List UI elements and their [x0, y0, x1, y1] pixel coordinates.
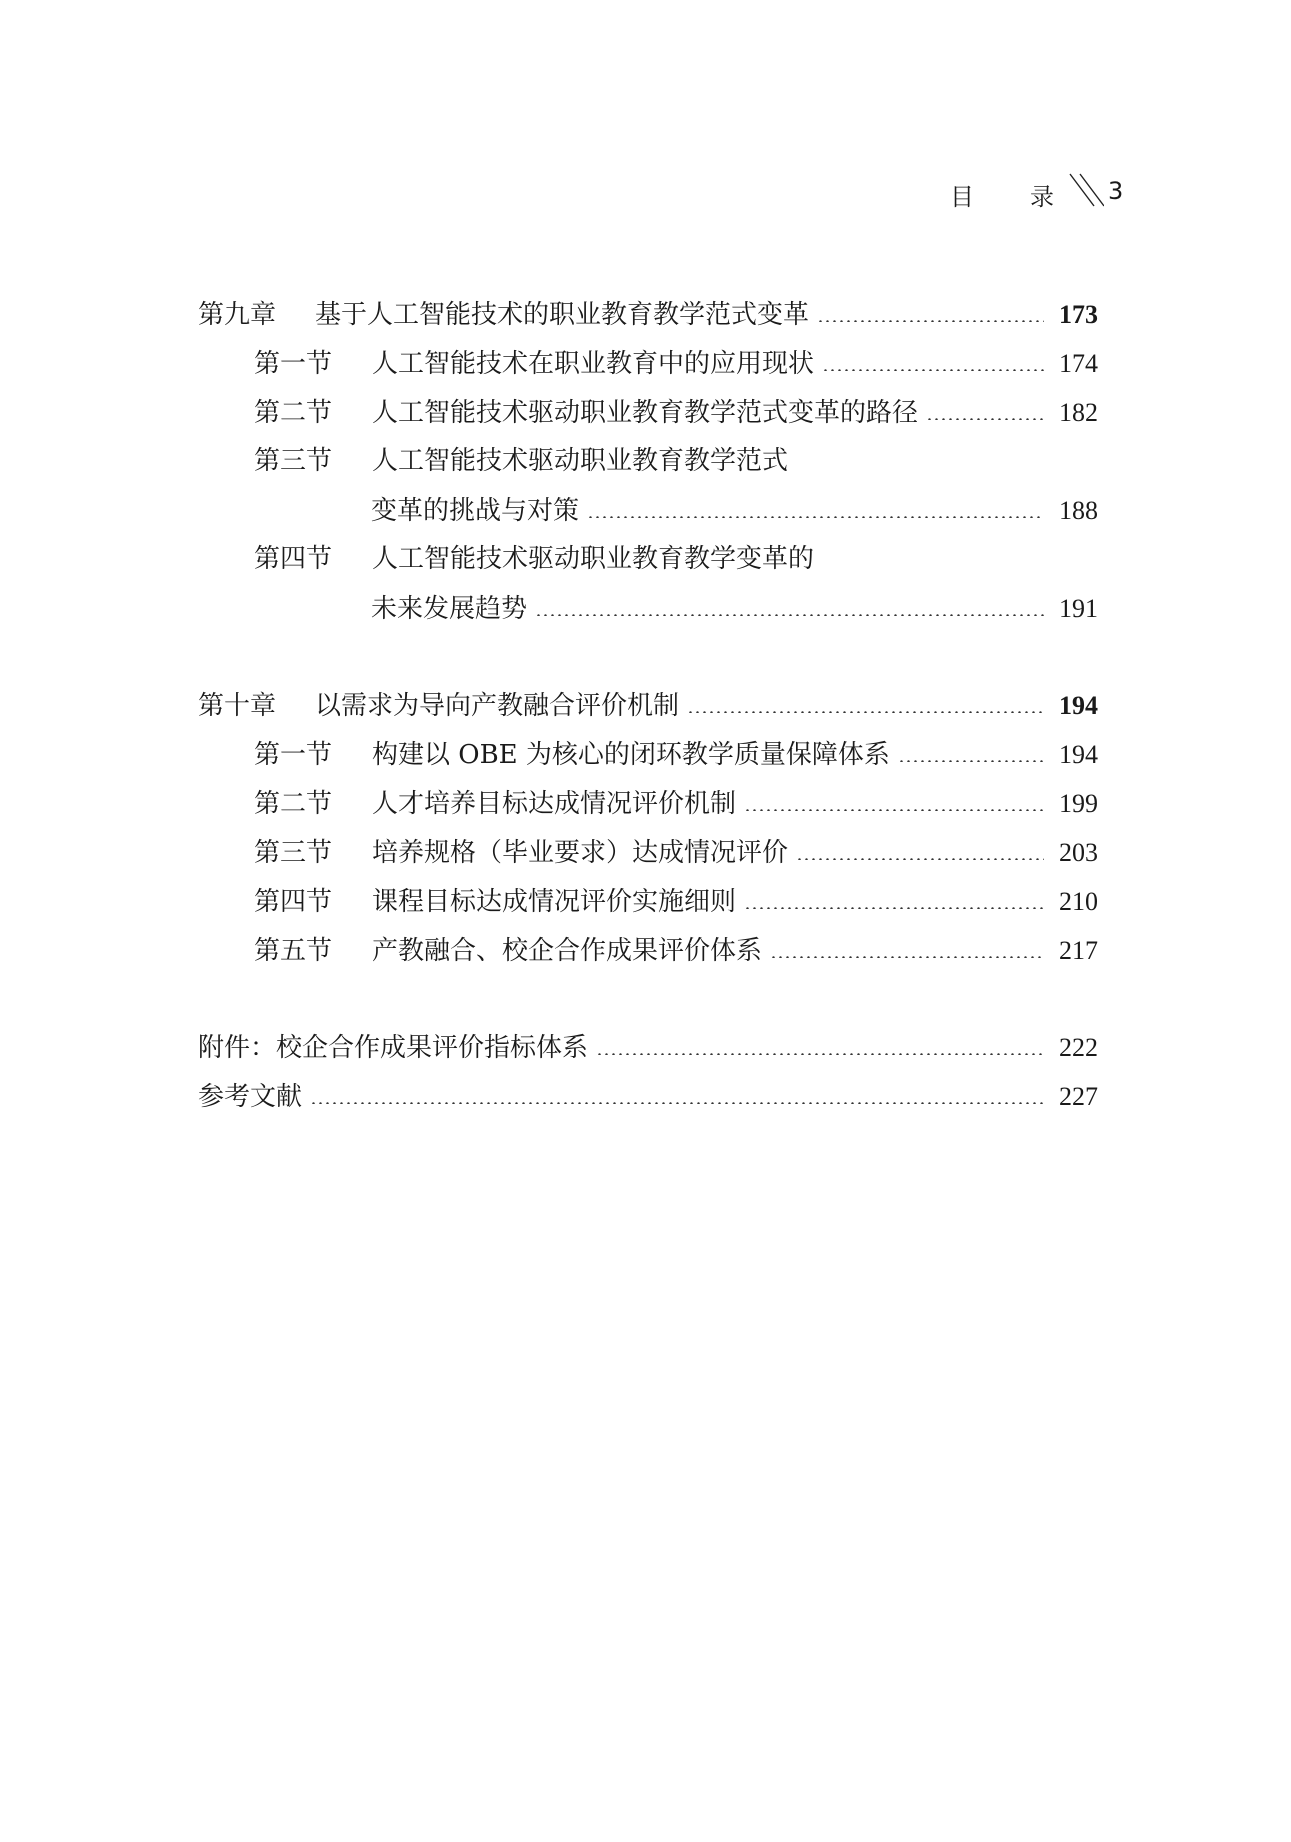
toc-section[interactable]	[198, 926, 1098, 975]
toc-section[interactable]	[198, 388, 1098, 437]
references-title: 参考文献	[198, 1082, 303, 1112]
section-title-line-1: 人工智能技术驱动职业教育教学变革的	[372, 544, 815, 574]
double-slash-divider-icon	[1068, 172, 1104, 212]
dot-leader	[898, 760, 1044, 762]
section-label: 第二节	[254, 789, 333, 819]
section-title-line-2: 变革的挑战与对策	[371, 496, 580, 526]
toc-section[interactable]	[198, 535, 1098, 584]
chapter-title: 基于人工智能技术的职业教育教学范式变革	[315, 300, 810, 330]
page-number: 194	[1059, 740, 1098, 769]
section-label: 第一节	[254, 740, 333, 770]
dot-leader	[822, 369, 1044, 371]
appendix-title: 附件：校企合作成果评价指标体系	[198, 1033, 589, 1063]
page-number: 191	[1059, 594, 1098, 623]
dot-leader	[535, 614, 1044, 616]
page-number: 194	[1059, 691, 1098, 720]
table-of-contents	[198, 290, 1098, 1121]
header-page-number: 3	[1108, 177, 1124, 205]
toc-section-continuation[interactable]	[198, 584, 1098, 633]
dot-leader	[596, 1053, 1044, 1055]
dot-leader	[796, 858, 1044, 860]
page-number: 174	[1059, 349, 1098, 378]
chapter-title: 以需求为导向产教融合评价机制	[315, 691, 680, 721]
section-title: 课程目标达成情况评价实施细则	[372, 887, 737, 917]
dot-leader	[310, 1102, 1044, 1104]
dot-leader	[687, 711, 1044, 713]
chapter-label: 第九章	[198, 300, 277, 330]
dot-leader	[744, 907, 1044, 909]
page-number: 227	[1059, 1082, 1098, 1111]
page-number: 188	[1059, 496, 1098, 525]
chapter-label: 第十章	[198, 691, 277, 721]
section-title: 人才培养目标达成情况评价机制	[372, 789, 737, 819]
toc-section-continuation[interactable]	[198, 486, 1098, 535]
page-number: 173	[1059, 300, 1098, 329]
toc-references[interactable]	[198, 1072, 1098, 1121]
toc-section[interactable]	[198, 877, 1098, 926]
page-number: 222	[1059, 1033, 1098, 1062]
page-number: 203	[1059, 838, 1098, 867]
dot-leader	[587, 516, 1044, 518]
section-title: 构建以 OBE 为核心的闭环教学质量保障体系	[372, 740, 890, 770]
page-number: 217	[1059, 936, 1098, 965]
spacer	[198, 975, 1098, 1023]
toc-section[interactable]	[198, 730, 1098, 779]
toc-section[interactable]	[198, 437, 1098, 486]
section-title-line-2: 未来发展趋势	[371, 594, 528, 624]
section-label: 第三节	[254, 446, 333, 476]
running-header	[940, 172, 1125, 212]
page-number: 199	[1059, 789, 1098, 818]
toc-chapter-9[interactable]	[198, 290, 1098, 339]
dot-leader	[770, 956, 1044, 958]
toc-appendix[interactable]	[198, 1023, 1098, 1072]
spacer	[198, 633, 1098, 681]
section-label: 第一节	[254, 349, 333, 379]
section-label: 第四节	[254, 544, 333, 574]
dot-leader	[817, 320, 1044, 322]
page-number: 182	[1059, 398, 1098, 427]
section-title: 人工智能技术驱动职业教育教学范式变革的路径	[372, 398, 919, 428]
toc-section[interactable]	[198, 828, 1098, 877]
header-title-part-1: 目	[950, 183, 974, 211]
toc-section[interactable]	[198, 779, 1098, 828]
dot-leader	[744, 809, 1044, 811]
section-label: 第五节	[254, 936, 333, 966]
section-title: 人工智能技术在职业教育中的应用现状	[372, 349, 815, 379]
page-number: 210	[1059, 887, 1098, 916]
toc-chapter-10[interactable]	[198, 681, 1098, 730]
section-label: 第四节	[254, 887, 333, 917]
section-label: 第二节	[254, 398, 333, 428]
section-label: 第三节	[254, 838, 333, 868]
header-title-part-2: 录	[1030, 183, 1054, 211]
dot-leader	[926, 418, 1044, 420]
section-title-line-1: 人工智能技术驱动职业教育教学范式	[372, 446, 789, 476]
section-title: 培养规格（毕业要求）达成情况评价	[372, 838, 789, 868]
section-title: 产教融合、校企合作成果评价体系	[372, 936, 763, 966]
toc-section[interactable]	[198, 339, 1098, 388]
